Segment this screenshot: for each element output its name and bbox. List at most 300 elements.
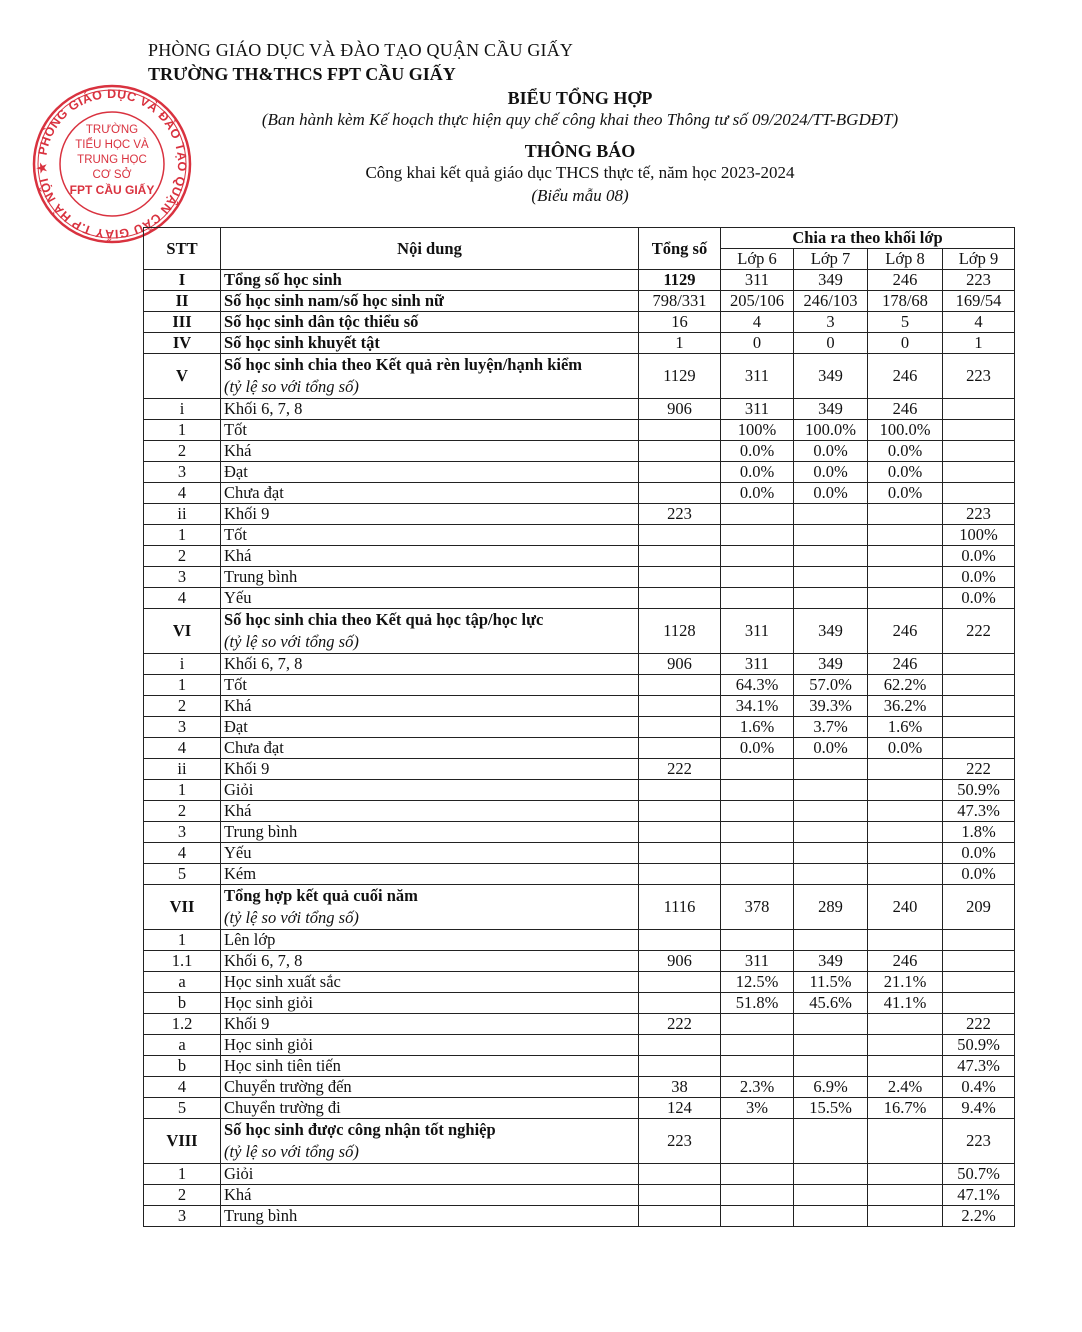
header-grade-9: Lớp 9 bbox=[943, 249, 1015, 270]
row-content-label: Khối 6, 7, 8 bbox=[224, 399, 303, 418]
row-grade-9 bbox=[943, 399, 1015, 420]
row-grade-8: 246 bbox=[868, 609, 943, 654]
row-stt: b bbox=[144, 1056, 221, 1077]
row-grade-7 bbox=[794, 1119, 868, 1164]
row-grade-7 bbox=[794, 1185, 868, 1206]
row-total bbox=[639, 588, 721, 609]
row-grade-9 bbox=[943, 462, 1015, 483]
row-content-label: Khối 6, 7, 8 bbox=[224, 654, 303, 673]
row-grade-7: 3.7% bbox=[794, 717, 868, 738]
row-grade-8: 246 bbox=[868, 654, 943, 675]
row-grade-7 bbox=[794, 780, 868, 801]
row-stt: 1 bbox=[144, 1164, 221, 1185]
row-total bbox=[639, 546, 721, 567]
row-grade-8 bbox=[868, 1035, 943, 1056]
row-total bbox=[639, 1164, 721, 1185]
row-grade-9 bbox=[943, 972, 1015, 993]
table-row bbox=[144, 822, 1015, 843]
row-content-label: Khối 9 bbox=[224, 1014, 270, 1033]
row-stt: 2 bbox=[144, 801, 221, 822]
row-content-note: (tỷ lệ so với tổng số) bbox=[224, 908, 359, 927]
row-content bbox=[221, 588, 639, 609]
row-stt: VI bbox=[144, 609, 221, 654]
row-grade-6 bbox=[721, 588, 794, 609]
row-total: 1 bbox=[639, 333, 721, 354]
row-grade-6 bbox=[721, 546, 794, 567]
row-grade-6 bbox=[721, 801, 794, 822]
table-row bbox=[144, 270, 1015, 291]
table-row bbox=[144, 441, 1015, 462]
row-content-label: Chưa đạt bbox=[224, 738, 284, 757]
row-content bbox=[221, 483, 639, 504]
row-grade-8: 62.2% bbox=[868, 675, 943, 696]
row-grade-6 bbox=[721, 843, 794, 864]
table-row bbox=[144, 1098, 1015, 1119]
row-grade-7: 246/103 bbox=[794, 291, 868, 312]
table-row bbox=[144, 525, 1015, 546]
row-content bbox=[221, 843, 639, 864]
row-content-label: Yếu bbox=[224, 588, 252, 607]
row-stt: 5 bbox=[144, 1098, 221, 1119]
row-grade-7: 15.5% bbox=[794, 1098, 868, 1119]
row-stt: 3 bbox=[144, 1206, 221, 1227]
row-total bbox=[639, 462, 721, 483]
row-stt: 1 bbox=[144, 780, 221, 801]
row-grade-9: 1 bbox=[943, 333, 1015, 354]
row-content-label: Số học sinh chia theo Kết quả rèn luyện/hạnh kiểm bbox=[224, 355, 583, 374]
row-grade-6: 100% bbox=[721, 420, 794, 441]
row-grade-8 bbox=[868, 1014, 943, 1035]
row-grade-6: 378 bbox=[721, 885, 794, 930]
row-stt: 3 bbox=[144, 717, 221, 738]
row-grade-9: 47.3% bbox=[943, 801, 1015, 822]
document-title: BIỂU TỔNG HỢP bbox=[507, 88, 653, 108]
row-grade-6: 0.0% bbox=[721, 462, 794, 483]
row-stt: 3 bbox=[144, 567, 221, 588]
row-grade-8 bbox=[868, 801, 943, 822]
row-content-label: Khá bbox=[224, 441, 252, 460]
row-grade-7 bbox=[794, 525, 868, 546]
row-content-label: Số học sinh nam/số học sinh nữ bbox=[224, 291, 444, 310]
row-grade-8: 246 bbox=[868, 951, 943, 972]
table-row bbox=[144, 1206, 1015, 1227]
row-grade-6: 4 bbox=[721, 312, 794, 333]
row-grade-7 bbox=[794, 588, 868, 609]
table-row bbox=[144, 951, 1015, 972]
row-grade-9 bbox=[943, 483, 1015, 504]
row-content bbox=[221, 654, 639, 675]
row-total: 38 bbox=[639, 1077, 721, 1098]
row-content-label: Chuyển trường đi bbox=[224, 1098, 341, 1117]
row-grade-8 bbox=[868, 567, 943, 588]
row-stt: 2 bbox=[144, 441, 221, 462]
row-grade-7: 57.0% bbox=[794, 675, 868, 696]
row-content bbox=[221, 696, 639, 717]
table-row bbox=[144, 1185, 1015, 1206]
table-row bbox=[144, 801, 1015, 822]
row-total bbox=[639, 717, 721, 738]
row-stt: 1.1 bbox=[144, 951, 221, 972]
row-content-label: Số học sinh khuyết tật bbox=[224, 333, 380, 352]
row-grade-9: 223 bbox=[943, 270, 1015, 291]
row-grade-9: 223 bbox=[943, 1119, 1015, 1164]
row-content bbox=[221, 738, 639, 759]
row-grade-9 bbox=[943, 738, 1015, 759]
row-total: 223 bbox=[639, 504, 721, 525]
row-grade-9: 222 bbox=[943, 759, 1015, 780]
table-row bbox=[144, 717, 1015, 738]
row-grade-8 bbox=[868, 1206, 943, 1227]
row-stt: V bbox=[144, 354, 221, 399]
row-grade-8: 1.6% bbox=[868, 717, 943, 738]
row-content bbox=[221, 399, 639, 420]
row-content-label: Tổng số học sinh bbox=[224, 270, 342, 289]
row-content-label: Chưa đạt bbox=[224, 483, 284, 502]
row-grade-7: 349 bbox=[794, 951, 868, 972]
row-grade-7: 0.0% bbox=[794, 462, 868, 483]
row-content bbox=[221, 1119, 639, 1164]
row-stt: i bbox=[144, 654, 221, 675]
row-total bbox=[639, 780, 721, 801]
row-content-label: Kém bbox=[224, 864, 257, 883]
row-total bbox=[639, 843, 721, 864]
row-total bbox=[639, 567, 721, 588]
row-grade-7: 0 bbox=[794, 333, 868, 354]
row-content-label: Học sinh xuất sắc bbox=[224, 972, 341, 991]
row-total: 124 bbox=[639, 1098, 721, 1119]
row-stt: 1.2 bbox=[144, 1014, 221, 1035]
row-stt: IV bbox=[144, 333, 221, 354]
row-grade-8: 0.0% bbox=[868, 738, 943, 759]
row-grade-8: 21.1% bbox=[868, 972, 943, 993]
row-content bbox=[221, 993, 639, 1014]
row-grade-6: 311 bbox=[721, 654, 794, 675]
row-total: 1129 bbox=[639, 270, 721, 291]
row-grade-7 bbox=[794, 843, 868, 864]
document-subtitle: (Ban hành kèm Kế hoạch thực hiện quy chế công khai theo Thông tư số 09/2024/TT-BGDĐT) bbox=[261, 110, 899, 129]
row-grade-7: 0.0% bbox=[794, 738, 868, 759]
row-grade-7: 349 bbox=[794, 609, 868, 654]
row-content bbox=[221, 609, 639, 654]
row-grade-9 bbox=[943, 951, 1015, 972]
svg-text:CƠ SỞ: CƠ SỞ bbox=[92, 169, 132, 181]
row-grade-8: 0.0% bbox=[868, 483, 943, 504]
row-stt: 3 bbox=[144, 462, 221, 483]
row-grade-6 bbox=[721, 567, 794, 588]
row-grade-8 bbox=[868, 759, 943, 780]
row-stt: 1 bbox=[144, 420, 221, 441]
row-content-label: Lên lớp bbox=[224, 930, 276, 949]
row-grade-8 bbox=[868, 525, 943, 546]
header-grade-6: Lớp 6 bbox=[721, 249, 794, 270]
row-content-label: Số học sinh được công nhận tốt nghiệp bbox=[224, 1120, 496, 1139]
table-row bbox=[144, 843, 1015, 864]
row-total bbox=[639, 420, 721, 441]
row-total bbox=[639, 1185, 721, 1206]
row-total: 798/331 bbox=[639, 291, 721, 312]
row-content bbox=[221, 441, 639, 462]
row-grade-9 bbox=[943, 696, 1015, 717]
table-row bbox=[144, 588, 1015, 609]
table-body bbox=[144, 270, 1015, 1227]
row-grade-8: 0.0% bbox=[868, 441, 943, 462]
row-content bbox=[221, 717, 639, 738]
row-content bbox=[221, 951, 639, 972]
table-row bbox=[144, 609, 1015, 654]
row-grade-6 bbox=[721, 1014, 794, 1035]
row-total: 222 bbox=[639, 759, 721, 780]
table-row bbox=[144, 546, 1015, 567]
row-content-note: (tỷ lệ so với tổng số) bbox=[224, 377, 359, 396]
row-stt: 4 bbox=[144, 843, 221, 864]
row-grade-9: 169/54 bbox=[943, 291, 1015, 312]
row-content-label: Khá bbox=[224, 1185, 252, 1204]
row-total: 1116 bbox=[639, 885, 721, 930]
row-stt: 2 bbox=[144, 546, 221, 567]
row-grade-8 bbox=[868, 1185, 943, 1206]
row-stt: 1 bbox=[144, 525, 221, 546]
row-grade-7 bbox=[794, 801, 868, 822]
table-row bbox=[144, 885, 1015, 930]
row-grade-7 bbox=[794, 930, 868, 951]
header-total: Tổng số bbox=[639, 228, 721, 270]
svg-text:TRƯỜNG: TRƯỜNG bbox=[85, 124, 139, 136]
row-content-label: Số học sinh chia theo Kết quả học tập/học lực bbox=[224, 610, 544, 629]
svg-text:TIỂU HỌC VÀ: TIỂU HỌC VÀ bbox=[75, 139, 149, 151]
row-content bbox=[221, 1164, 639, 1185]
row-content bbox=[221, 462, 639, 483]
row-grade-8 bbox=[868, 1119, 943, 1164]
row-grade-8: 178/68 bbox=[868, 291, 943, 312]
row-grade-7 bbox=[794, 504, 868, 525]
row-stt: 4 bbox=[144, 483, 221, 504]
row-content-label: Trung bình bbox=[224, 1206, 298, 1225]
form-label: (Biểu mẫu 08) bbox=[531, 186, 629, 205]
svg-text:TRUNG HỌC: TRUNG HỌC bbox=[77, 154, 147, 166]
row-grade-8 bbox=[868, 504, 943, 525]
row-grade-7 bbox=[794, 759, 868, 780]
row-total bbox=[639, 1056, 721, 1077]
row-grade-9: 0.0% bbox=[943, 588, 1015, 609]
row-content-label: Khá bbox=[224, 696, 252, 715]
row-grade-6: 3% bbox=[721, 1098, 794, 1119]
row-grade-6: 2.3% bbox=[721, 1077, 794, 1098]
row-grade-6 bbox=[721, 1185, 794, 1206]
table-row bbox=[144, 420, 1015, 441]
row-grade-6 bbox=[721, 759, 794, 780]
row-content bbox=[221, 546, 639, 567]
row-grade-7: 6.9% bbox=[794, 1077, 868, 1098]
row-stt: 4 bbox=[144, 588, 221, 609]
row-grade-9: 223 bbox=[943, 354, 1015, 399]
row-grade-9: 222 bbox=[943, 609, 1015, 654]
row-grade-7: 39.3% bbox=[794, 696, 868, 717]
row-total bbox=[639, 822, 721, 843]
row-grade-6: 311 bbox=[721, 354, 794, 399]
row-total bbox=[639, 483, 721, 504]
notice-title: THÔNG BÁO bbox=[524, 141, 636, 161]
row-grade-9 bbox=[943, 717, 1015, 738]
row-grade-7 bbox=[794, 864, 868, 885]
table-row bbox=[144, 354, 1015, 399]
row-grade-9: 1.8% bbox=[943, 822, 1015, 843]
row-content bbox=[221, 1077, 639, 1098]
row-grade-6 bbox=[721, 1035, 794, 1056]
row-grade-6: 51.8% bbox=[721, 993, 794, 1014]
education-results-table bbox=[143, 227, 1015, 1227]
row-content bbox=[221, 1185, 639, 1206]
table-row bbox=[144, 972, 1015, 993]
row-content-label: Giỏi bbox=[224, 780, 254, 799]
row-grade-7: 11.5% bbox=[794, 972, 868, 993]
row-content-label: Khá bbox=[224, 801, 252, 820]
table-row bbox=[144, 1077, 1015, 1098]
row-grade-8: 100.0% bbox=[868, 420, 943, 441]
row-grade-9: 223 bbox=[943, 504, 1015, 525]
row-content bbox=[221, 1035, 639, 1056]
table-row bbox=[144, 864, 1015, 885]
row-grade-9: 209 bbox=[943, 885, 1015, 930]
row-grade-6: 0.0% bbox=[721, 483, 794, 504]
row-grade-6 bbox=[721, 930, 794, 951]
row-stt: 2 bbox=[144, 1185, 221, 1206]
row-grade-9: 100% bbox=[943, 525, 1015, 546]
table-row bbox=[144, 333, 1015, 354]
school-seal-stamp bbox=[28, 83, 196, 245]
row-grade-6 bbox=[721, 1056, 794, 1077]
row-grade-9: 0.0% bbox=[943, 546, 1015, 567]
row-content-label: Trung bình bbox=[224, 567, 298, 586]
row-stt: VIII bbox=[144, 1119, 221, 1164]
row-content bbox=[221, 864, 639, 885]
header-stt: STT bbox=[144, 228, 221, 270]
row-grade-8: 246 bbox=[868, 399, 943, 420]
row-content bbox=[221, 1098, 639, 1119]
row-total bbox=[639, 993, 721, 1014]
row-total: 906 bbox=[639, 951, 721, 972]
row-total: 906 bbox=[639, 654, 721, 675]
row-grade-9: 50.9% bbox=[943, 1035, 1015, 1056]
row-grade-9 bbox=[943, 420, 1015, 441]
table-row bbox=[144, 312, 1015, 333]
row-content bbox=[221, 1014, 639, 1035]
row-grade-7: 3 bbox=[794, 312, 868, 333]
row-grade-6: 34.1% bbox=[721, 696, 794, 717]
row-grade-8: 240 bbox=[868, 885, 943, 930]
row-grade-8 bbox=[868, 843, 943, 864]
row-stt: 4 bbox=[144, 1077, 221, 1098]
row-stt: ii bbox=[144, 504, 221, 525]
row-grade-6: 12.5% bbox=[721, 972, 794, 993]
row-grade-8 bbox=[868, 864, 943, 885]
row-grade-6: 311 bbox=[721, 951, 794, 972]
row-grade-9: 0.0% bbox=[943, 864, 1015, 885]
row-grade-6: 311 bbox=[721, 270, 794, 291]
row-total bbox=[639, 1035, 721, 1056]
row-stt: 2 bbox=[144, 696, 221, 717]
row-content-label: Tốt bbox=[224, 675, 247, 694]
table-row bbox=[144, 780, 1015, 801]
row-content bbox=[221, 801, 639, 822]
row-grade-7 bbox=[794, 822, 868, 843]
table-row bbox=[144, 1119, 1015, 1164]
header-grade-group: Chia ra theo khối lớp bbox=[721, 228, 1015, 249]
row-grade-9: 0.0% bbox=[943, 843, 1015, 864]
row-stt: VII bbox=[144, 885, 221, 930]
table-row bbox=[144, 1164, 1015, 1185]
row-grade-7 bbox=[794, 546, 868, 567]
row-grade-9: 9.4% bbox=[943, 1098, 1015, 1119]
row-content-label: Học sinh giỏi bbox=[224, 993, 313, 1012]
row-grade-7: 349 bbox=[794, 654, 868, 675]
row-grade-6: 0.0% bbox=[721, 738, 794, 759]
row-content-note: (tỷ lệ so với tổng số) bbox=[224, 1142, 359, 1161]
table-row bbox=[144, 1014, 1015, 1035]
row-content bbox=[221, 291, 639, 312]
row-grade-9: 0.4% bbox=[943, 1077, 1015, 1098]
row-grade-6 bbox=[721, 780, 794, 801]
row-grade-9 bbox=[943, 993, 1015, 1014]
row-grade-6 bbox=[721, 525, 794, 546]
row-grade-6: 0.0% bbox=[721, 441, 794, 462]
row-content-label: Số học sinh dân tộc thiểu số bbox=[224, 312, 419, 331]
row-stt: i bbox=[144, 399, 221, 420]
school-name: TRƯỜNG TH&THCS FPT CẦU GIẤY bbox=[148, 64, 456, 84]
row-content-label: Khối 6, 7, 8 bbox=[224, 951, 303, 970]
row-content bbox=[221, 504, 639, 525]
row-grade-6: 311 bbox=[721, 399, 794, 420]
header-content: Nội dung bbox=[221, 228, 639, 270]
row-grade-6 bbox=[721, 1206, 794, 1227]
row-grade-9: 50.9% bbox=[943, 780, 1015, 801]
row-content bbox=[221, 822, 639, 843]
row-grade-8: 0 bbox=[868, 333, 943, 354]
row-stt: b bbox=[144, 993, 221, 1014]
row-content bbox=[221, 930, 639, 951]
row-grade-8 bbox=[868, 780, 943, 801]
row-stt: III bbox=[144, 312, 221, 333]
row-stt: I bbox=[144, 270, 221, 291]
row-grade-8: 41.1% bbox=[868, 993, 943, 1014]
table-row bbox=[144, 654, 1015, 675]
row-grade-7 bbox=[794, 567, 868, 588]
row-grade-7: 349 bbox=[794, 270, 868, 291]
row-grade-7: 0.0% bbox=[794, 483, 868, 504]
svg-text:FPT CẦU GIẤY: FPT CẦU GIẤY bbox=[69, 183, 155, 197]
row-stt: 4 bbox=[144, 738, 221, 759]
row-content-note: (tỷ lệ so với tổng số) bbox=[224, 632, 359, 651]
row-content-label: Khá bbox=[224, 546, 252, 565]
row-content-label: Tốt bbox=[224, 525, 247, 544]
row-grade-8 bbox=[868, 1164, 943, 1185]
table-row bbox=[144, 483, 1015, 504]
row-total bbox=[639, 525, 721, 546]
row-content-label: Yếu bbox=[224, 843, 252, 862]
row-total: 223 bbox=[639, 1119, 721, 1164]
row-grade-7 bbox=[794, 1206, 868, 1227]
row-grade-7 bbox=[794, 1014, 868, 1035]
row-grade-6: 64.3% bbox=[721, 675, 794, 696]
row-content-label: Chuyển trường đến bbox=[224, 1077, 352, 1096]
row-grade-8: 2.4% bbox=[868, 1077, 943, 1098]
row-grade-7: 100.0% bbox=[794, 420, 868, 441]
row-grade-7: 349 bbox=[794, 399, 868, 420]
row-content-label: Tốt bbox=[224, 420, 247, 439]
row-grade-9 bbox=[943, 441, 1015, 462]
row-grade-8: 246 bbox=[868, 354, 943, 399]
row-grade-9: 50.7% bbox=[943, 1164, 1015, 1185]
row-grade-7 bbox=[794, 1164, 868, 1185]
